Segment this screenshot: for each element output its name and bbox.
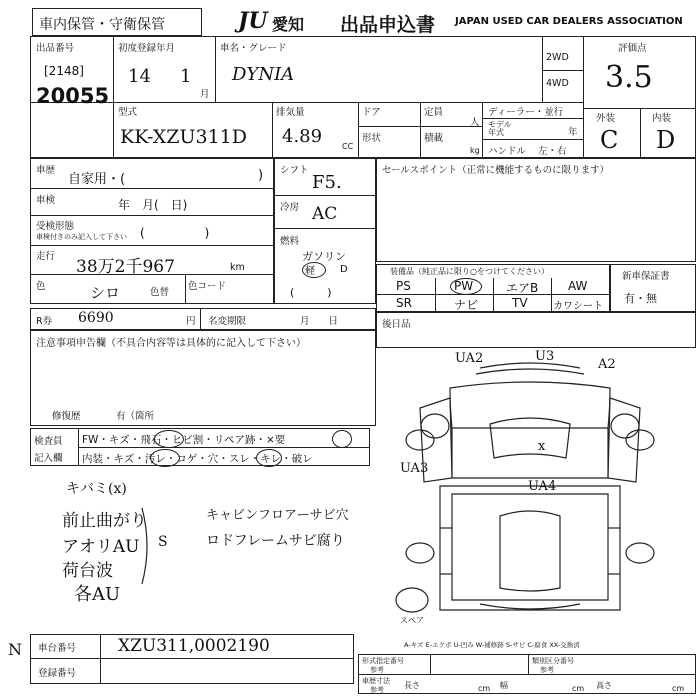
lot-number: 20055 xyxy=(36,84,110,108)
storage-label-box xyxy=(32,8,202,36)
association-name: JAPAN USED CAR DEALERS ASSOCIATION xyxy=(455,16,683,27)
capacity-label: 定員 xyxy=(424,107,444,118)
registration-month: 1 xyxy=(180,66,192,87)
shift-label: シフト xyxy=(280,165,309,176)
height-unit: cm xyxy=(672,684,685,693)
category-reference: 参考 xyxy=(540,666,554,674)
door-label: ドア xyxy=(362,107,381,118)
form-designation-label: 形式指定番号 xyxy=(362,657,404,665)
cc-unit: CC xyxy=(342,142,354,151)
recycle-label: R券 xyxy=(36,316,53,327)
height-label: 高さ xyxy=(596,681,612,690)
aircon-value: AC xyxy=(312,204,338,224)
drive-2wd: 2WD xyxy=(546,52,569,63)
name-change-value: 月 日 xyxy=(300,316,339,327)
inspector-entry-label: 記入欄 xyxy=(34,453,63,464)
color-change-label: 色替 xyxy=(150,287,170,298)
note-line-5: 各AU xyxy=(74,584,121,605)
handle-label: ハンドル xyxy=(488,146,527,157)
recycle-value: 6690 xyxy=(78,310,114,326)
chassis-label: 車台番号 xyxy=(38,643,77,654)
receive-type-note: 車検付きのみ記入して下さい xyxy=(36,233,127,241)
history-value: 自家用・( xyxy=(68,172,126,187)
exterior-label: 外装 xyxy=(596,113,616,124)
dealer-label: ディーラー・並行 xyxy=(488,107,564,118)
svg-text:U3: U3 xyxy=(535,349,555,364)
dims-reference: 参考 xyxy=(370,686,384,694)
warranty-value: 有・無 xyxy=(624,292,657,305)
equip-airbag: エアB xyxy=(506,281,539,295)
fuel-diesel: D xyxy=(340,264,348,275)
mark-circle-stain xyxy=(150,449,180,467)
displacement-value: 4.89 xyxy=(282,126,323,147)
displacement-label: 排気量 xyxy=(276,107,305,118)
note-line-4: 荷台波 xyxy=(62,561,113,581)
svg-text:UA4: UA4 xyxy=(528,479,557,494)
svg-text:UA3: UA3 xyxy=(400,461,429,476)
score-label: 評価点 xyxy=(618,43,647,54)
notes-label: 注意事項申告欄（不具合内容等は具体的に記入して下さい） xyxy=(36,338,306,349)
registration-number-label: 登録番号 xyxy=(38,668,77,679)
color-label: 色 xyxy=(36,281,46,292)
car-name-value: DYNIA xyxy=(232,64,295,85)
after-install-label: 後日品 xyxy=(382,319,411,330)
note-line-1: キバミ(x) xyxy=(66,481,127,497)
equip-tv: TV xyxy=(512,296,528,310)
sales-point-label: セールスポイント（正常に機能するものに限ります） xyxy=(382,165,610,176)
model-type-label: 型式 xyxy=(118,107,138,118)
repair-history-label: 修復歴 xyxy=(52,411,81,422)
inspector-row-exterior: FW・キズ・飛石・ヒビ割・リペア跡・×要 xyxy=(82,434,286,446)
mark-circle-needs xyxy=(332,430,352,448)
color-code-label: 色コード xyxy=(188,281,227,292)
inspection-value: 年 月( 日) xyxy=(118,198,188,212)
category-label: 類別区分番号 xyxy=(532,657,574,665)
mileage-label: 走行 xyxy=(36,251,56,262)
ju-logo: JU xyxy=(238,8,268,34)
inspection-label: 車検 xyxy=(36,195,56,206)
note-s-mark: S xyxy=(158,534,168,550)
truck-damage-diagram xyxy=(380,348,680,648)
fuel-value: ガソリン xyxy=(302,250,346,263)
svg-text:スペア: スペア xyxy=(400,616,424,625)
km-unit: km xyxy=(230,262,245,273)
model-type-value: KK-XZU311D xyxy=(120,126,247,148)
exterior-grade: C xyxy=(600,126,619,154)
interior-grade: D xyxy=(656,126,676,154)
score-value: 3.5 xyxy=(605,60,653,95)
length-unit: cm xyxy=(478,684,491,693)
repair-history-value: 有（箇所 xyxy=(116,411,155,422)
equip-leather-seat: カワシート xyxy=(553,301,603,312)
equip-navi: ナビ xyxy=(454,298,479,312)
model-year-label: モデル年式 xyxy=(488,120,512,137)
fuel-paren: ( ) xyxy=(290,286,332,299)
svg-text:UA2: UA2 xyxy=(455,351,484,366)
equip-ps: PS xyxy=(396,279,411,293)
equip-sr: SR xyxy=(396,296,412,310)
yen-unit: 円 xyxy=(186,316,196,327)
shape-label: 形状 xyxy=(362,133,382,144)
equip-pw: PW xyxy=(454,279,474,293)
logo-region-text: 愛知 xyxy=(272,15,305,34)
history-label: 車歴 xyxy=(36,165,56,176)
form-reference: 参考 xyxy=(370,666,384,674)
fuel-label: 燃料 xyxy=(280,236,300,247)
lot-sub-number: [2148] xyxy=(44,64,84,78)
capacity-unit: 人 xyxy=(470,117,480,128)
after-install-box xyxy=(376,312,696,348)
dims-label: 車歴寸法 xyxy=(362,677,390,685)
model-year-unit: 年 xyxy=(568,127,578,138)
registration-year: 14 xyxy=(128,66,151,87)
lot-number-label: 出品番号 xyxy=(36,43,75,54)
history-close: ) xyxy=(258,168,264,183)
car-name-label: 車名・グレード xyxy=(220,43,287,54)
receive-type-label: 受検形態 xyxy=(36,221,75,232)
svg-text:x: x xyxy=(538,439,546,454)
mark-circle-stone xyxy=(154,430,184,448)
note-bracket xyxy=(138,506,158,586)
kg-unit: kg xyxy=(470,146,480,155)
width-label: 幅 xyxy=(500,681,508,690)
handle-value: 左・右 xyxy=(538,146,567,157)
first-registration-label: 初度登録年月 xyxy=(118,43,176,54)
inspector-row-interior: 内装・キズ・汚レ・コゲ・穴・スレ・キレ・破レ xyxy=(82,453,313,465)
name-change-label: 名変期限 xyxy=(208,316,247,327)
warranty-label: 新車保証書 xyxy=(622,271,670,282)
color-value: シロ xyxy=(90,284,121,302)
interior-label: 内装 xyxy=(652,113,672,124)
drive-4wd: 4WD xyxy=(546,78,569,89)
note-line-3: アオリAU xyxy=(62,537,140,557)
document-title: 出品申込書 xyxy=(340,14,436,36)
storage-label: 車内保管・守衛保管 xyxy=(39,17,165,33)
margin-mark: N xyxy=(8,640,22,659)
fuel-light: 軽 xyxy=(305,266,315,277)
svg-text:A2: A2 xyxy=(598,357,616,372)
note-line-7: ロドフレームサビ腐り xyxy=(206,533,345,549)
mileage-value: 38万2千967 xyxy=(76,257,175,277)
length-label: 長さ xyxy=(404,681,420,690)
shift-value: F5. xyxy=(312,172,342,193)
month-unit: 月 xyxy=(200,89,210,100)
aircon-label: 冷房 xyxy=(280,202,300,213)
width-unit: cm xyxy=(572,684,585,693)
inspector-label: 検査員 xyxy=(34,436,63,447)
equip-aw: AW xyxy=(568,279,588,293)
note-line-2: 前止曲がり xyxy=(62,511,147,531)
chassis-value: XZU311,0002190 xyxy=(118,636,270,656)
load-label: 積載 xyxy=(424,133,444,144)
receive-type-value: ( ) xyxy=(140,226,210,240)
equipment-label: 装備品（純正品に限り○をつけてください） xyxy=(390,267,549,276)
damage-legend: A-キズ E-エクボ U-凹み W-補修跡 S-サビ C-腐食 XX-交換済 xyxy=(404,641,580,649)
note-line-6: キャビンフロアーサビ穴 xyxy=(206,508,349,523)
mark-circle-scuff xyxy=(256,449,282,467)
